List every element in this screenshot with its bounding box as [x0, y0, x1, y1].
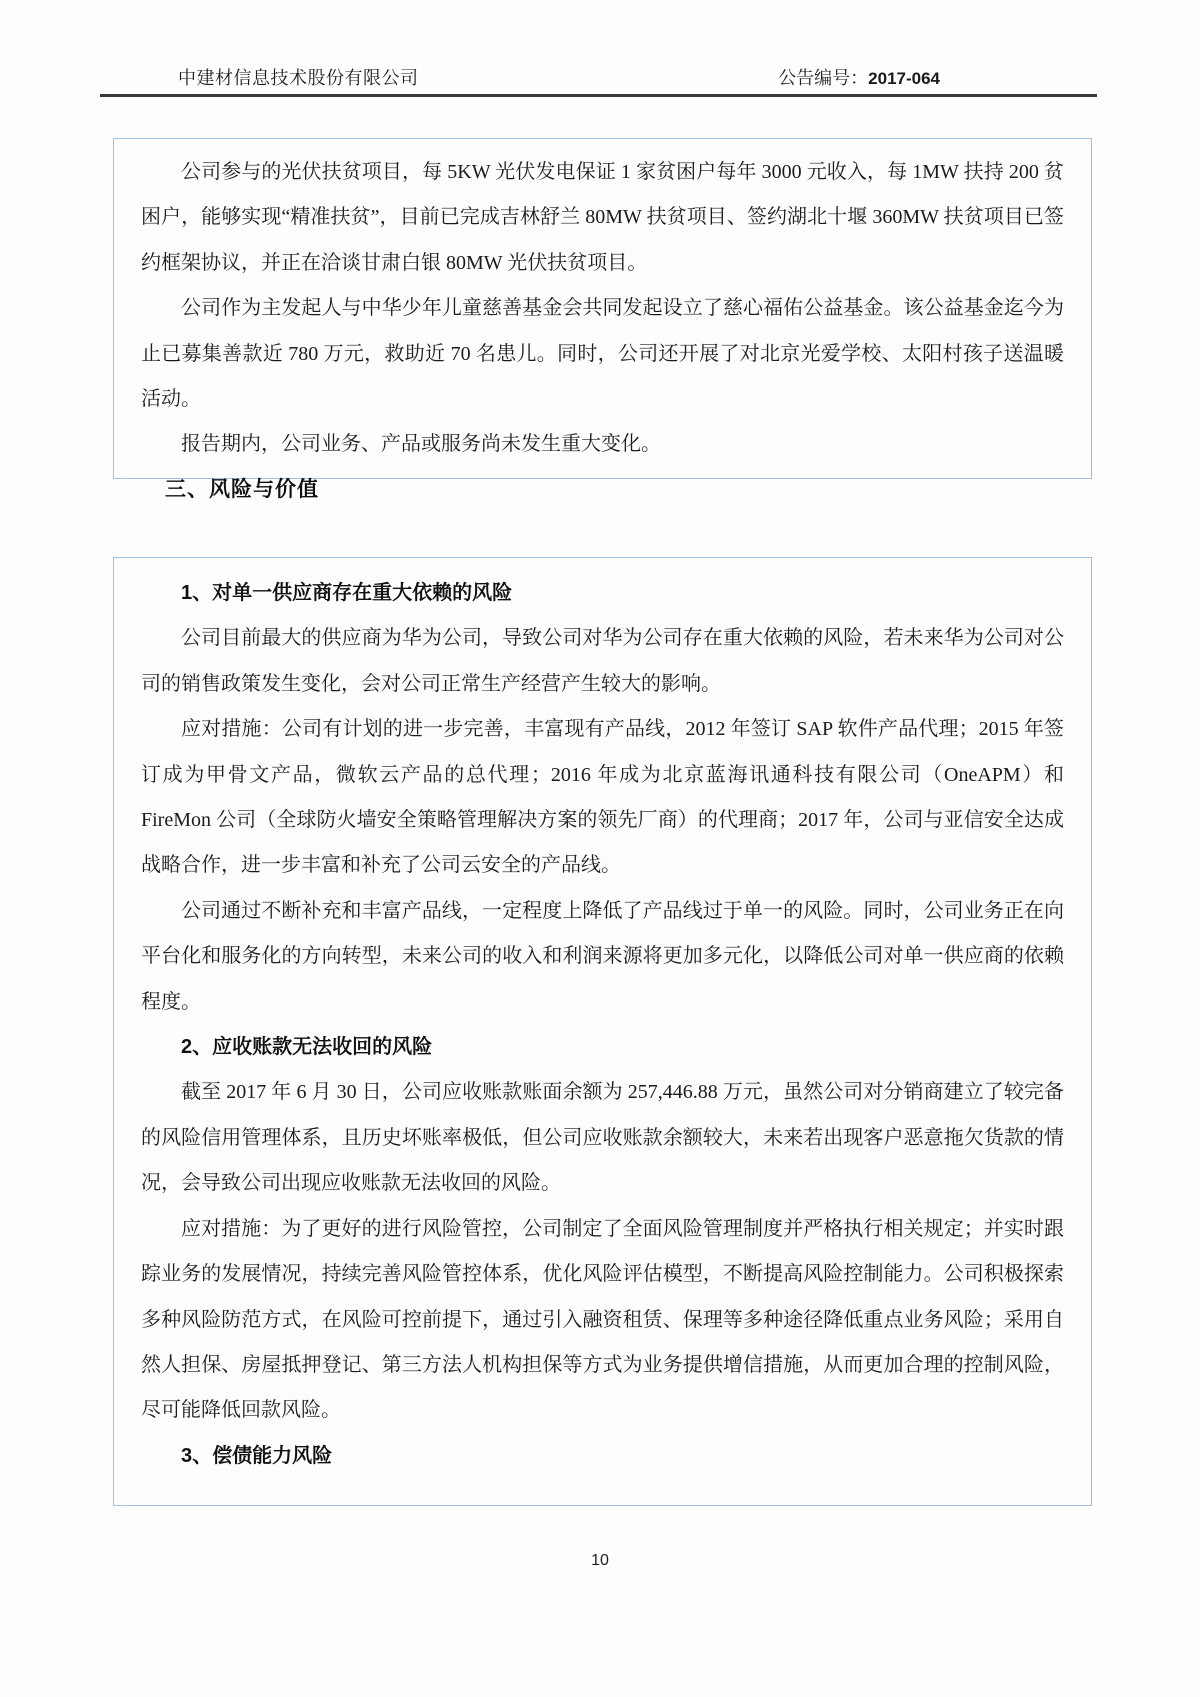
paragraph-receivables-countermeasures: 应对措施：为了更好的进行风险管控，公司制定了全面风险管理制度并严格执行相关规定；并实时跟踪业务的发展情况，持续完善风险管控体系，优化风险评估模型，不断提高风险控制能力。公司积极探索多种风险防范方式，在风险可控前提下，通过引入融资租赁、保理等多种途径降低重点业务风险；采用自然人担保、房屋抵押登记、第三方法人机构担保等方式为业务提供增信措施，从而更加合理的控制风险，尽可能降低回款风险。: [141, 1217, 1064, 1422]
paragraph-pv-poverty-alleviation: 公司参与的光伏扶贫项目，每 5KW 光伏发电保证 1 家贫困户每年 3000 元收入，每 1MW 扶持 200 贫困户，能够实现“精准扶贫”，目前已完成吉林舒兰 80MW 扶贫项目、签约湖北十堰 360MW 扶贫项目已签约框架协议，并正在洽谈甘肃白银 80MW 光伏扶贫项目。: [141, 161, 1064, 274]
company-name: 中建材信息技术股份有限公司: [178, 68, 419, 88]
header-divider: [100, 94, 1097, 97]
page-number: 10: [591, 1552, 609, 1569]
announcement-id: [778, 64, 940, 90]
announcement-number: 2017-064: [868, 69, 940, 88]
risk-subheading-solvency: 3、偿债能力风险: [181, 1444, 333, 1467]
section-heading-risk-and-value: 三、风险与价值: [165, 478, 319, 501]
announcement-label: 公告编号：: [778, 68, 869, 88]
paragraph-supplier-countermeasures: 应对措施：公司有计划的进一步完善，丰富现有产品线，2012 年签订 SAP 软件产品代理；2015 年签订成为甲骨文产品，微软云产品的总代理；2016 年成为北京蓝海讯通科技有限公司（OneAPM）和 FireMon 公司（全球防火墙安全策略管理解决方案的领先厂商）的代理商；2017 年，公司与亚信安全达成战略合作，进一步丰富和补充了公司云安全的产品线。: [141, 718, 1064, 877]
paragraph-product-line-diversification: 公司通过不断补充和丰富产品线，一定程度上降低了产品线过于单一的风险。同时，公司业务正在向平台化和服务化的方向转型，未来公司的收入和利润来源将更加多元化，以降低公司对单一供应商的依赖程度。: [141, 899, 1064, 1013]
risk-subheading-supplier-dependency: 1、对单一供应商存在重大依赖的风险: [181, 582, 513, 604]
paragraph-receivables-risk: 截至 2017 年 6 月 30 日，公司应收账款账面余额为 257,446.88 万元，虽然公司对分销商建立了较完备的风险信用管理体系，且历史坏账率极低，但公司应收账款余额较大，未来若出现客户恶意拖欠货款的情况，会导致公司出现应收账款无法收回的风险。: [141, 1081, 1064, 1195]
social-responsibility-box: [113, 138, 1092, 479]
paragraph-charity-fund: 公司作为主发起人与中华少年儿童慈善基金会共同发起设立了慈心福佑公益基金。该公益基金迄今为止已募集善款近 780 万元，救助近 70 名患儿。同时，公司还开展了对北京光爱学校、太阳村孩子送温暖活动。: [141, 297, 1064, 411]
risk-box: [113, 557, 1092, 1506]
paragraph-no-major-change: 报告期内，公司业务、产品或服务尚未发生重大变化。: [181, 433, 661, 456]
page-footer: [0, 1552, 1200, 1570]
paragraph-supplier-risk: 公司目前最大的供应商为华为公司，导致公司对华为公司存在重大依赖的风险，若未来华为公司对公司的销售政策发生变化，会对公司正常生产经营产生较大的影响。: [141, 627, 1064, 695]
risk-subheading-receivables: 2、应收账款无法收回的风险: [181, 1036, 433, 1059]
